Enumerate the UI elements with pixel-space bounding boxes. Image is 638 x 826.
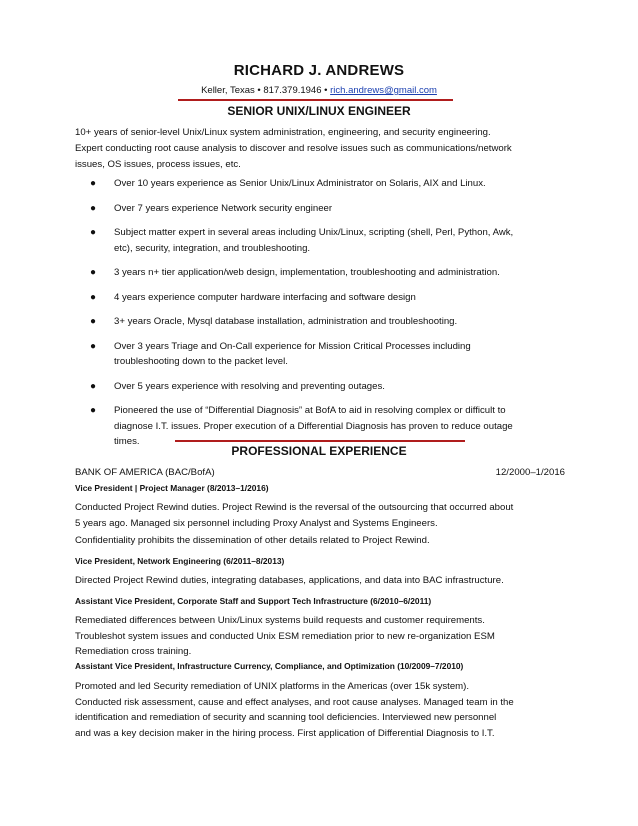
role-title: Vice President, Network Engineering (6/2011–8/2013): [75, 556, 285, 566]
skill-bullet: [75, 201, 565, 217]
description-line: 5 years ago. Managed six personnel including Proxy Analyst and Systems Engineers.: [75, 517, 438, 529]
bullet-text: Over 10 years experience as Senior Unix/Linux Administrator on Solaris, AIX and Linux.: [114, 178, 486, 189]
bullet-text: etc), security, integration, and troubleshooting.: [114, 242, 311, 254]
bullet-text: 3 years n+ tier application/web design, implementation, troubleshooting and administration.: [114, 267, 500, 278]
bullet-text: Pioneered the use of “Differential Diagnosis” at BofA to aid in resolving complex or difficult to: [114, 405, 506, 416]
description-line: Promoted and led Security remediation of UNIX platforms in the Americas (over 15k system).: [75, 681, 470, 692]
summary-line: 10+ years of senior-level Unix/Linux system administration, engineering, and security engineering.: [75, 127, 491, 138]
bullet-icon: ●: [90, 340, 97, 352]
role-title: Vice President | Project Manager (8/2013–1/2016): [75, 483, 269, 493]
email-link[interactable]: rich.andrews@gmail.com: [330, 85, 437, 96]
bullet-icon: ●: [90, 178, 97, 189]
bullet-text: Over 5 years experience with resolving and preventing outages.: [114, 380, 385, 392]
header-divider: [178, 99, 453, 101]
skill-bullet: [75, 265, 565, 281]
bullet-text: Over 7 years experience Network security engineer: [114, 202, 333, 214]
candidate-name: RICHARD J. ANDREWS: [233, 62, 405, 79]
summary-line: Expert conducting root cause analysis to discover and resolve issues such as communications/network: [75, 143, 512, 154]
phone-number: 817.379.1946: [263, 85, 322, 96]
role-description: [75, 613, 565, 660]
role-description: [75, 573, 565, 589]
bullet-separator-icon: •: [257, 85, 261, 96]
description-line: and was a key decision maker in the hiring process. First application of Differential Diagnosis to I.T.: [75, 727, 495, 739]
bullet-icon: ●: [90, 202, 97, 214]
bullet-icon: ●: [90, 316, 97, 327]
bullet-text: Subject matter expert in several areas including Unix/Linux, scripting (shell, Perl, Python, Awk,: [114, 227, 514, 238]
bullet-text: diagnose I.T. issues. Proper execution of a Differential Diagnosis has proven to reduce outage: [114, 420, 513, 432]
contact-line: [0, 85, 638, 96]
skill-bullet: [75, 290, 565, 306]
skill-bullet: [75, 176, 565, 192]
role-description: [75, 533, 565, 549]
bullet-icon: ●: [90, 227, 97, 238]
experience-heading: PROFESSIONAL EXPERIENCE: [231, 444, 407, 458]
summary-paragraph: [75, 125, 565, 173]
bullet-text: 4 years experience computer hardware interfacing and software design: [114, 291, 416, 303]
skill-bullet: [75, 225, 565, 256]
bullet-icon: ●: [90, 405, 97, 416]
skill-bullet: [75, 379, 565, 395]
location: Keller, Texas: [201, 85, 255, 96]
role-description: [75, 500, 565, 531]
description-line: identification and remediation of security and scanning tool deficiencies. Interviewed new personnel: [75, 712, 497, 723]
role-description: [75, 679, 565, 741]
bullet-icon: ●: [90, 267, 97, 278]
summary-line: issues, OS issues, process issues, etc.: [75, 159, 241, 170]
employment-dates: 12/2000–1/2016: [495, 467, 565, 478]
description-line: Troubleshot system issues and conducted Unix ESM remediation prior to new re-organization ESM: [75, 630, 495, 642]
bullet-icon: ●: [90, 380, 97, 392]
role-title: Assistant Vice President, Infrastructure Currency, Compliance, and Optimization (10/2009–7/2010): [75, 661, 464, 671]
bullet-icon: ●: [90, 291, 97, 303]
section-divider: [175, 440, 465, 442]
bullet-text: 3+ years Oracle, Mysql database installation, administration and troubleshooting.: [114, 316, 458, 327]
description-line: Confidentiality prohibits the dissemination of other details related to Project Rewind.: [75, 535, 430, 546]
employer-name: BANK OF AMERICA (BAC/BofA): [75, 467, 215, 478]
description-line: Conducted risk assessment, cause and effect analyses, and root cause analyses. Managed team in the: [75, 696, 514, 708]
description-line: Remediated differences between Unix/Linux systems build requests and customer requirements.: [75, 615, 485, 626]
bullet-separator-icon: •: [324, 85, 328, 96]
skill-bullet: [75, 314, 565, 330]
skills-bullet-list: [75, 176, 565, 459]
description-line: Directed Project Rewind duties, integrating databases, applications, and data into BAC infrastructure.: [75, 575, 504, 586]
employer-row: [75, 467, 565, 478]
bullet-text: Over 3 years Triage and On-Call experience for Mission Critical Processes including: [114, 340, 471, 352]
bullet-text: troubleshooting down to the packet level.: [114, 356, 288, 367]
skill-bullet: [75, 403, 565, 450]
description-line: Remediation cross training.: [75, 646, 192, 657]
bullet-text: times.: [114, 436, 140, 447]
skill-bullet: [75, 339, 565, 370]
description-line: Conducted Project Rewind duties. Project Rewind is the reversal of the outsourcing that occurred about: [75, 502, 514, 513]
job-title-heading: SENIOR UNIX/LINUX ENGINEER: [227, 104, 411, 118]
role-title: Assistant Vice President, Corporate Staff and Support Tech Infrastructure (6/2010–6/2011): [75, 596, 432, 606]
